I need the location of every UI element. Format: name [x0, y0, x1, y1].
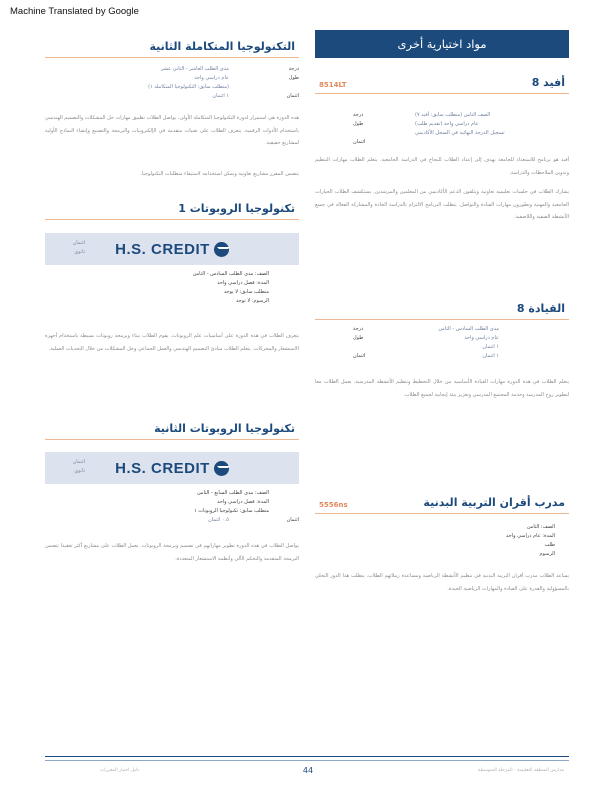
graduation-cap-icon: [214, 242, 229, 257]
meta-label: ائتمان: [286, 93, 299, 99]
meta-line: المدة: فصل دراسي واحد: [217, 499, 269, 505]
course-meta: [315, 524, 569, 560]
meta-value: ١ ائتمان: [482, 344, 499, 350]
section-title-leadership-8: [315, 302, 569, 320]
section-title-robotics-1: [45, 202, 299, 220]
credit-side-line: ثانوي: [74, 249, 85, 255]
section-title-avid-8: [315, 76, 569, 94]
meta-value: تسجيل الدرجة النهائية في السجل الأكاديمي: [415, 130, 505, 136]
meta-label: درجة: [353, 112, 364, 118]
course-description: يساعد الطلاب مدرب أقران التربية البدنية في تنظيم الأنشطة الرياضية ومساعدة زملائهم الطلاب. يتطلب هذا الدور التحلي بالمسؤولية والقدرة على القيادة والمهارات الرياضية الجيدة.: [315, 573, 569, 592]
section-title-integrated-tech-2: [45, 40, 299, 58]
section-title-text: التكنولوجيا المتكاملة الثانية: [149, 40, 295, 53]
course-description: أفيد هو برنامج للاستعداد للجامعة يهدف إلى إعداد الطلاب للنجاح في الدراسة الجامعية. يتعلم الطلاب مهارات التنظيم وتدوين الملاحظات والدراسة.: [315, 157, 569, 176]
meta-line: الرسوم: لا توجد: [236, 298, 269, 304]
meta-value: عام دراسي واحد (تقديم طلب): [415, 121, 479, 127]
course-description: يتعلم الطلاب في هذه الدورة مهارات القيادة الأساسية من خلال التخطيط وتنظيم الأنشطة المدرسية. يعمل الطلاب معا لتطوير روح المدرسة وخدمة المجتمع المدرسي وتعزيز بيئة إيجابية لجميع الطلاب.: [315, 379, 569, 398]
meta-label: طول: [288, 75, 299, 81]
meta-label: ائتمان: [286, 517, 299, 523]
hs-credit-banner: [45, 233, 299, 265]
credit-label: H.S. CREDIT: [115, 240, 210, 258]
graduation-cap-icon: [214, 461, 229, 476]
hs-credit-banner: [45, 452, 299, 484]
course-note: يتضمن المقرر مشاريع تعاونية ويمكن استخدامه لاستيفاء متطلبات التكنولوجيا.: [140, 171, 299, 177]
meta-value: ٠.٥ ائتمان: [208, 517, 229, 523]
meta-value: ١ ائتمان: [212, 93, 229, 99]
page-number: 44: [302, 766, 314, 775]
meta-value: عام دراسي واحد: [194, 75, 229, 81]
course-meta: [45, 66, 299, 102]
left-column: [45, 30, 299, 610]
course-meta: [315, 326, 569, 362]
credit-side-note: [55, 239, 85, 257]
meta-line: الصف: مدى الطلب السابع - الثامن: [196, 490, 269, 496]
section-title-text: مدرب أقران التربية البدنية: [423, 496, 565, 509]
meta-value: مدى الطلب العاشر - الثاني عشر: [160, 66, 229, 72]
credit-side-line: ثانوي: [74, 468, 85, 474]
course-code: 8514LT: [319, 81, 347, 89]
section-title-text: القيادة 8: [516, 302, 565, 315]
meta-label: طول: [353, 121, 364, 127]
banner-title: مواد اختيارية أخرى: [397, 37, 487, 51]
course-meta: [45, 271, 299, 307]
meta-label: طول: [353, 335, 364, 341]
meta-line: الرسوم: [539, 551, 555, 557]
section-title-text: تكنولوجيا الروبوتات 1: [178, 202, 295, 215]
meta-value: ١ ائتمان: [482, 353, 499, 359]
meta-line: الصف: الثامن: [526, 524, 555, 530]
meta-label: ائتمان: [353, 139, 366, 145]
section-title-text: أفيد 8: [531, 76, 565, 89]
meta-line: المدة: فصل دراسي واحد: [217, 280, 269, 286]
course-description: يواصل الطلاب في هذه الدورة تطوير مهاراتهم في تصميم وبرمجة الروبوتات. يعمل الطلاب على مشاريع أكثر تعقيدا تتضمن البرمجة المتقدمة والتحكم الآلي وأنظمة الاستشعار المتعددة.: [45, 543, 299, 562]
meta-line: الصف: مدى الطلب السادس - الثامن: [192, 271, 269, 277]
machine-translation-watermark: Machine Translated by Google: [10, 6, 139, 17]
meta-value: (متطلب سابق: التكنولوجيا المتكاملة ١): [148, 84, 229, 90]
meta-value: مدى الطلب السادس - الثامن: [438, 326, 499, 332]
course-meta: [315, 112, 569, 148]
meta-line: متطلب سابق: لا يوجد: [223, 289, 269, 295]
course-description: هذه الدورة هي استمرار لدورة التكنولوجيا المتكاملة الأولى. يواصل الطلاب تطبيق مهارات حل المشكلات والتصميم الهندسي باستخدام الأدوات الرقمية. يتعرف الطلاب على تقنيات متقدمة في الإلكترونيات والبرمجة والتصنيع وإنشاء النماذج الأولية لمشاريع حقيقية.: [45, 115, 299, 146]
meta-line: المدة: عام دراسي واحد: [505, 533, 555, 539]
credit-side-line: ائتمان: [72, 240, 85, 246]
other-electives-banner: [315, 30, 569, 58]
footer-rule-dark: [45, 756, 569, 757]
section-title-pe-peer-coach: [315, 496, 569, 514]
meta-value: عام دراسي واحد: [464, 335, 499, 341]
meta-label: ائتمان: [353, 353, 366, 359]
course-meta: [45, 490, 299, 526]
credit-side-line: ائتمان: [72, 459, 85, 465]
meta-label: درجة: [288, 66, 299, 72]
meta-value: الصف الثامن (متطلب سابق: أفيد ٧): [415, 112, 491, 118]
course-description: يتعرف الطلاب في هذه الدورة على أساسيات علم الروبوتات. يقوم الطلاب ببناء وبرمجة روبوتات بسيطة باستخدام أجهزة الاستشعار والمحركات. يتعلم الطلاب مبادئ التصميم الهندسي والعمل الجماعي وحل المشكلات من خلال التحديات العملية.: [45, 333, 299, 352]
footer-left-text: دليل اختيار المقررات: [100, 768, 139, 773]
course-description: يشارك الطلاب في جلسات تعليمية تعاونية ويتلقون الدعم الأكاديمي من المعلمين والمرشدين. يستكشف الطلاب الخيارات الجامعية والمهنية ويطورون مهارات القيادة والتواصل. يتطلب البرنامج الالتزام بالدراسة الجادة والمشاركة الفعالة في جميع الأنشطة الصفية واللاصفية.: [315, 189, 569, 220]
footer-right-text: مدارس المنطقة التعليمية - المرحلة المتوسطة: [478, 768, 564, 773]
section-title-text: تكنولوجيا الروبوتات الثانية: [154, 422, 295, 435]
meta-label: درجة: [353, 326, 364, 332]
section-title-robotics-2: [45, 422, 299, 440]
meta-line: متطلب سابق: تكنولوجيا الروبوتات ١: [193, 508, 269, 514]
right-column: [315, 30, 569, 630]
course-code: 5556ns: [319, 501, 348, 509]
credit-side-note: [55, 458, 85, 476]
credit-label: H.S. CREDIT: [115, 459, 210, 477]
footer-rule-light: [45, 760, 569, 761]
meta-line: طلب: [544, 542, 555, 548]
